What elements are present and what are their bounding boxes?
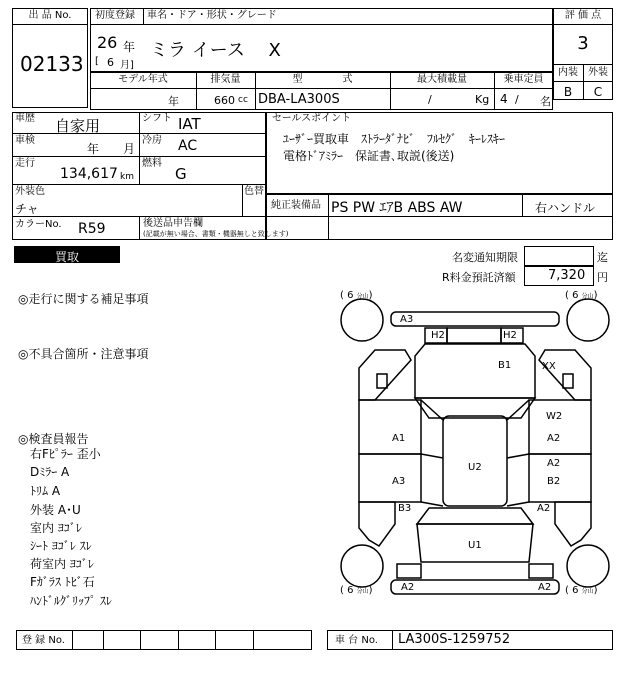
capacity-label: 乗車定員 [503, 74, 544, 85]
mark-h2-right: H2 [503, 330, 517, 341]
tire-tread-fl: ( 6 分山) [340, 290, 373, 301]
inspector-item: Dﾐﾗｰ A [30, 465, 70, 479]
shift-value: IAT [178, 115, 201, 133]
mark-a2-door-front: A2 [547, 433, 561, 444]
front-bumper [391, 312, 559, 326]
car-damage-diagram [335, 288, 615, 600]
inspector-item: 外装 A･U [30, 503, 81, 517]
displacement-unit: cc [238, 95, 248, 105]
first-reg-month: 6 [107, 56, 114, 69]
inspector-item: ﾄﾘﾑ A [30, 484, 61, 498]
later-report-label: 後送品申告欄 [143, 218, 203, 229]
history-value: 自家用 [55, 117, 101, 135]
name-change-label: 名変通知期限 [452, 251, 518, 264]
defect-title: ◎不具合箇所・注意事項 [18, 347, 149, 361]
chassis-value: LA300S-1259752 [398, 632, 511, 647]
mark-b2: B2 [547, 476, 561, 487]
inspection-label: 車検 [15, 135, 35, 146]
mark-a3-front: A3 [400, 314, 414, 325]
mark-u1: U1 [468, 540, 482, 551]
tire-tread-rr: ( 6 分山) [565, 585, 598, 596]
inspection-year-unit: 年 [87, 142, 100, 156]
mark-u2: U2 [468, 462, 482, 473]
model-year-unit: 年 [168, 95, 179, 108]
color-label: 外装色 [15, 186, 45, 197]
exterior-value: C [593, 85, 603, 99]
ac-label: 冷房 [142, 135, 162, 146]
rear-door-left [359, 454, 421, 502]
tire-tread-fr: ( 6 分山) [565, 290, 598, 301]
name-change-box [524, 246, 594, 266]
model-label: 型 式 [292, 74, 353, 85]
buy-tag-text: 買取 [54, 250, 79, 264]
front-door-right [529, 400, 591, 454]
first-reg-year: 26 [97, 33, 118, 52]
mirror-right [563, 374, 573, 388]
car-name: ミラ イース X [150, 40, 281, 61]
name-change-unit: 迄 [597, 251, 608, 264]
displacement-value: 660 [214, 94, 235, 107]
sales-point-label: セールスポイント [272, 113, 352, 124]
steering-value: 右ハンドル [535, 201, 596, 215]
capacity-unit: 名 [540, 95, 551, 108]
sales-point-line1: ﾕｰｻﾞｰ買取車 ｽﾄﾗｰﾀﾞﾅﾋﾞ ﾌﾙｾｸﾞ ｷｰﾚｽｷｰ [283, 132, 506, 146]
mirror-left [377, 374, 387, 388]
interior-value: B [563, 85, 573, 99]
recycle-unit: 円 [597, 271, 608, 284]
rear-fender-right [555, 502, 591, 546]
mark-a2-rear-bumper-right: A2 [538, 582, 552, 593]
inspector-item: 右Fﾋﾟﾗｰ 歪小 [30, 447, 101, 461]
first-reg-year-unit: 年 [123, 40, 136, 54]
tire-rear-right [567, 545, 609, 587]
load-unit: Kg [475, 93, 490, 106]
mark-w2: W2 [546, 411, 563, 422]
equipment-label: 純正装備品 [271, 200, 321, 211]
lot-number: 02133 [20, 52, 84, 76]
windshield [415, 398, 535, 418]
mileage-unit: km [120, 172, 134, 182]
front-door-left [359, 400, 421, 454]
tire-front-right [567, 299, 609, 341]
front-fender-right [539, 350, 591, 400]
tire-tread-rl: ( 6 分山) [340, 585, 373, 596]
mark-xx: XX [542, 361, 556, 372]
sales-point-line2: 電格ﾄﾞｱﾐﾗｰ 保証書､取説(後送) [283, 149, 455, 163]
mark-a1: A1 [392, 433, 406, 444]
first-reg-month-unit: 月] [120, 60, 134, 71]
taillight-left [397, 564, 421, 578]
grade-label: 評 価 点 [564, 10, 602, 21]
inspector-item: 荷室内 ﾖｺﾞﾚ [30, 557, 94, 571]
capacity-slash: / [515, 93, 519, 106]
fuel-value: G [175, 165, 187, 183]
first-reg-month-open: [ [95, 56, 99, 67]
recycle-label: R料金預託済額 [442, 271, 516, 284]
later-report-note: (記載が無い場合、書類・機器無しと致します) [143, 230, 289, 238]
exterior-label: 外装 [588, 67, 608, 78]
supplement-title: ◎走行に関する補足事項 [18, 292, 149, 306]
mark-a2-rear-bumper: A2 [401, 582, 415, 593]
mark-b1: B1 [498, 360, 512, 371]
first-reg-label: 初度登録 [95, 10, 135, 21]
taillight-right [529, 564, 553, 578]
mark-b3: B3 [398, 503, 412, 514]
mark-a2-door-rear: A2 [547, 458, 561, 469]
name-label: 車名・ドア・形状・グレード [147, 10, 277, 21]
inspector-item: ﾊﾝﾄﾞﾙｸﾞﾘｯﾌﾟ ｽﾚ [30, 594, 112, 608]
shift-label: シフト [142, 113, 172, 124]
tire-front-left [341, 299, 383, 341]
mark-a2-rear-fender: A2 [537, 503, 551, 514]
displacement-label: 排気量 [210, 74, 241, 85]
mark-a3-left: A3 [392, 476, 406, 487]
front-fender-left [359, 350, 411, 400]
color-change-label: 色替 [244, 186, 264, 197]
load-slash: / [428, 93, 432, 106]
inspector-title: ◎検査員報告 [18, 432, 89, 446]
inspector-item: Fｶﾞﾗｽ ﾄﾋﾞ石 [30, 575, 95, 589]
inspector-item: ｼｰﾄ ﾖｺﾞﾚ ｽﾚ [30, 539, 92, 553]
capacity-value: 4 [500, 92, 508, 106]
rear-window [417, 508, 533, 524]
lot-label: 出 品 No. [28, 10, 72, 21]
color-no-label: カラーNo. [15, 219, 62, 230]
grade-value: 3 [577, 33, 589, 54]
recycle-value: 7,320 [548, 268, 586, 283]
mileage-label: 走行 [15, 158, 35, 169]
tire-rear-left [341, 545, 383, 587]
ac-value: AC [178, 138, 198, 154]
hood [415, 344, 535, 398]
reg-no-label: 登 録 No. [22, 635, 65, 646]
rear-bumper [391, 580, 559, 594]
buy-tag [14, 246, 120, 263]
fuel-label: 燃料 [142, 158, 162, 169]
chassis-label: 車 台 No. [335, 635, 378, 646]
roof [443, 416, 507, 506]
color-no-value: R59 [78, 221, 106, 237]
mileage-value: 134,617 [60, 166, 118, 182]
mark-h2-left: H2 [431, 330, 445, 341]
equipment-value: PS PW ｴｱB ABS AW [331, 200, 463, 216]
model-year-label: モデル年式 [118, 74, 168, 85]
interior-label: 内装 [558, 67, 578, 78]
history-label: 車歴 [15, 113, 35, 124]
load-label: 最大積載量 [417, 74, 467, 85]
color-value: チャ [15, 202, 39, 216]
rear-fender-left [359, 502, 395, 546]
grille [447, 328, 501, 343]
model-value: DBA-LA300S [258, 92, 340, 107]
inspector-item: 室内 ﾖｺﾞﾚ [30, 521, 82, 535]
inspection-month-unit: 月 [123, 142, 136, 156]
